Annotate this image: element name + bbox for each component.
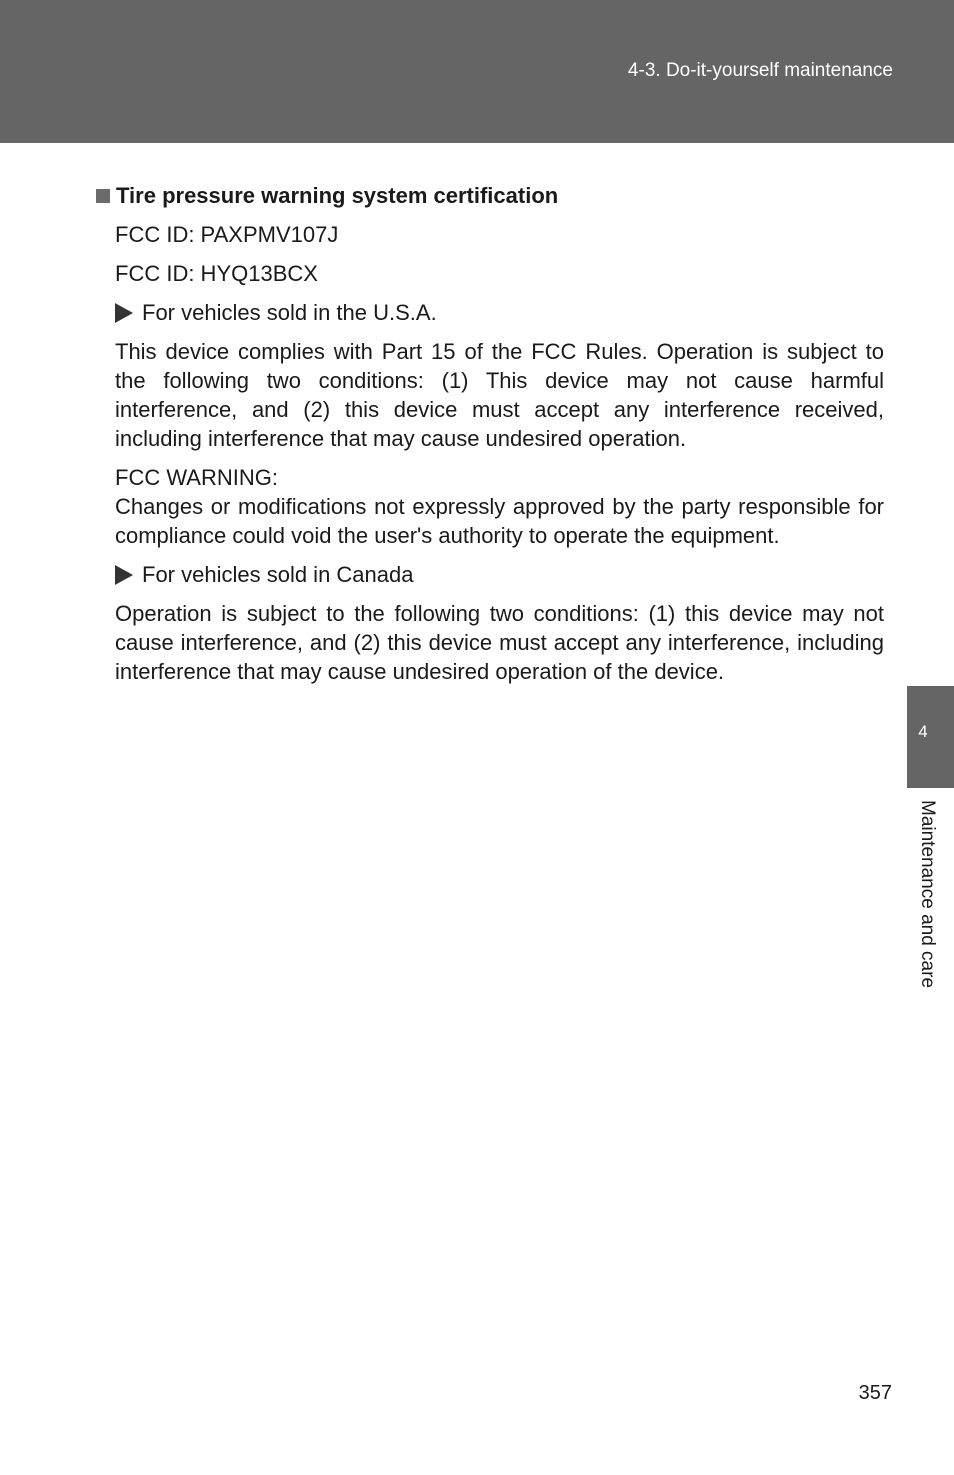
chapter-label: Maintenance and care xyxy=(917,800,938,989)
canada-subheading xyxy=(115,560,884,589)
triangle-bullet-icon xyxy=(115,565,133,585)
main-content xyxy=(96,182,884,686)
fcc-warning-text: Changes or modifications not expressly approved by the party responsible for compliance could void the user's authority to operate the equipment. xyxy=(115,494,884,548)
body-block xyxy=(115,220,884,686)
page-number: 357 xyxy=(858,1382,892,1404)
fcc-id-line: FCC ID: HYQ13BCX xyxy=(115,261,318,286)
canada-subheading-text: For vehicles sold in Canada xyxy=(142,562,414,587)
usa-subheading-text: For vehicles sold in the U.S.A. xyxy=(142,300,437,325)
chapter-tab xyxy=(907,686,954,788)
usa-subheading xyxy=(115,298,884,327)
canada-paragraph: Operation is subject to the following two conditions: (1) this device may not cause interference, and (2) this device must accept any interference, including interference that may cause undesired operation of the device. xyxy=(115,601,884,684)
heading-text: Tire pressure warning system certification xyxy=(116,183,559,208)
chapter-number: 4 xyxy=(918,722,928,741)
fcc-warning-title: FCC WARNING: xyxy=(115,465,278,490)
fcc-warning-block xyxy=(115,463,884,550)
square-bullet-icon xyxy=(96,189,110,203)
usa-compliance-paragraph: This device complies with Part 15 of the FCC Rules. Operation is subject to the following two conditions: (1) This device may not cause harmful interference, and (2) this device must accept any interference received, including interference that may cause undesired operation. xyxy=(115,339,884,451)
triangle-bullet-icon xyxy=(115,303,133,323)
fcc-id-line: FCC ID: PAXPMV107J xyxy=(115,222,339,247)
header-band xyxy=(0,0,954,143)
section-title: 4-3. Do-it-yourself maintenance xyxy=(627,60,893,81)
section-heading xyxy=(96,182,884,210)
